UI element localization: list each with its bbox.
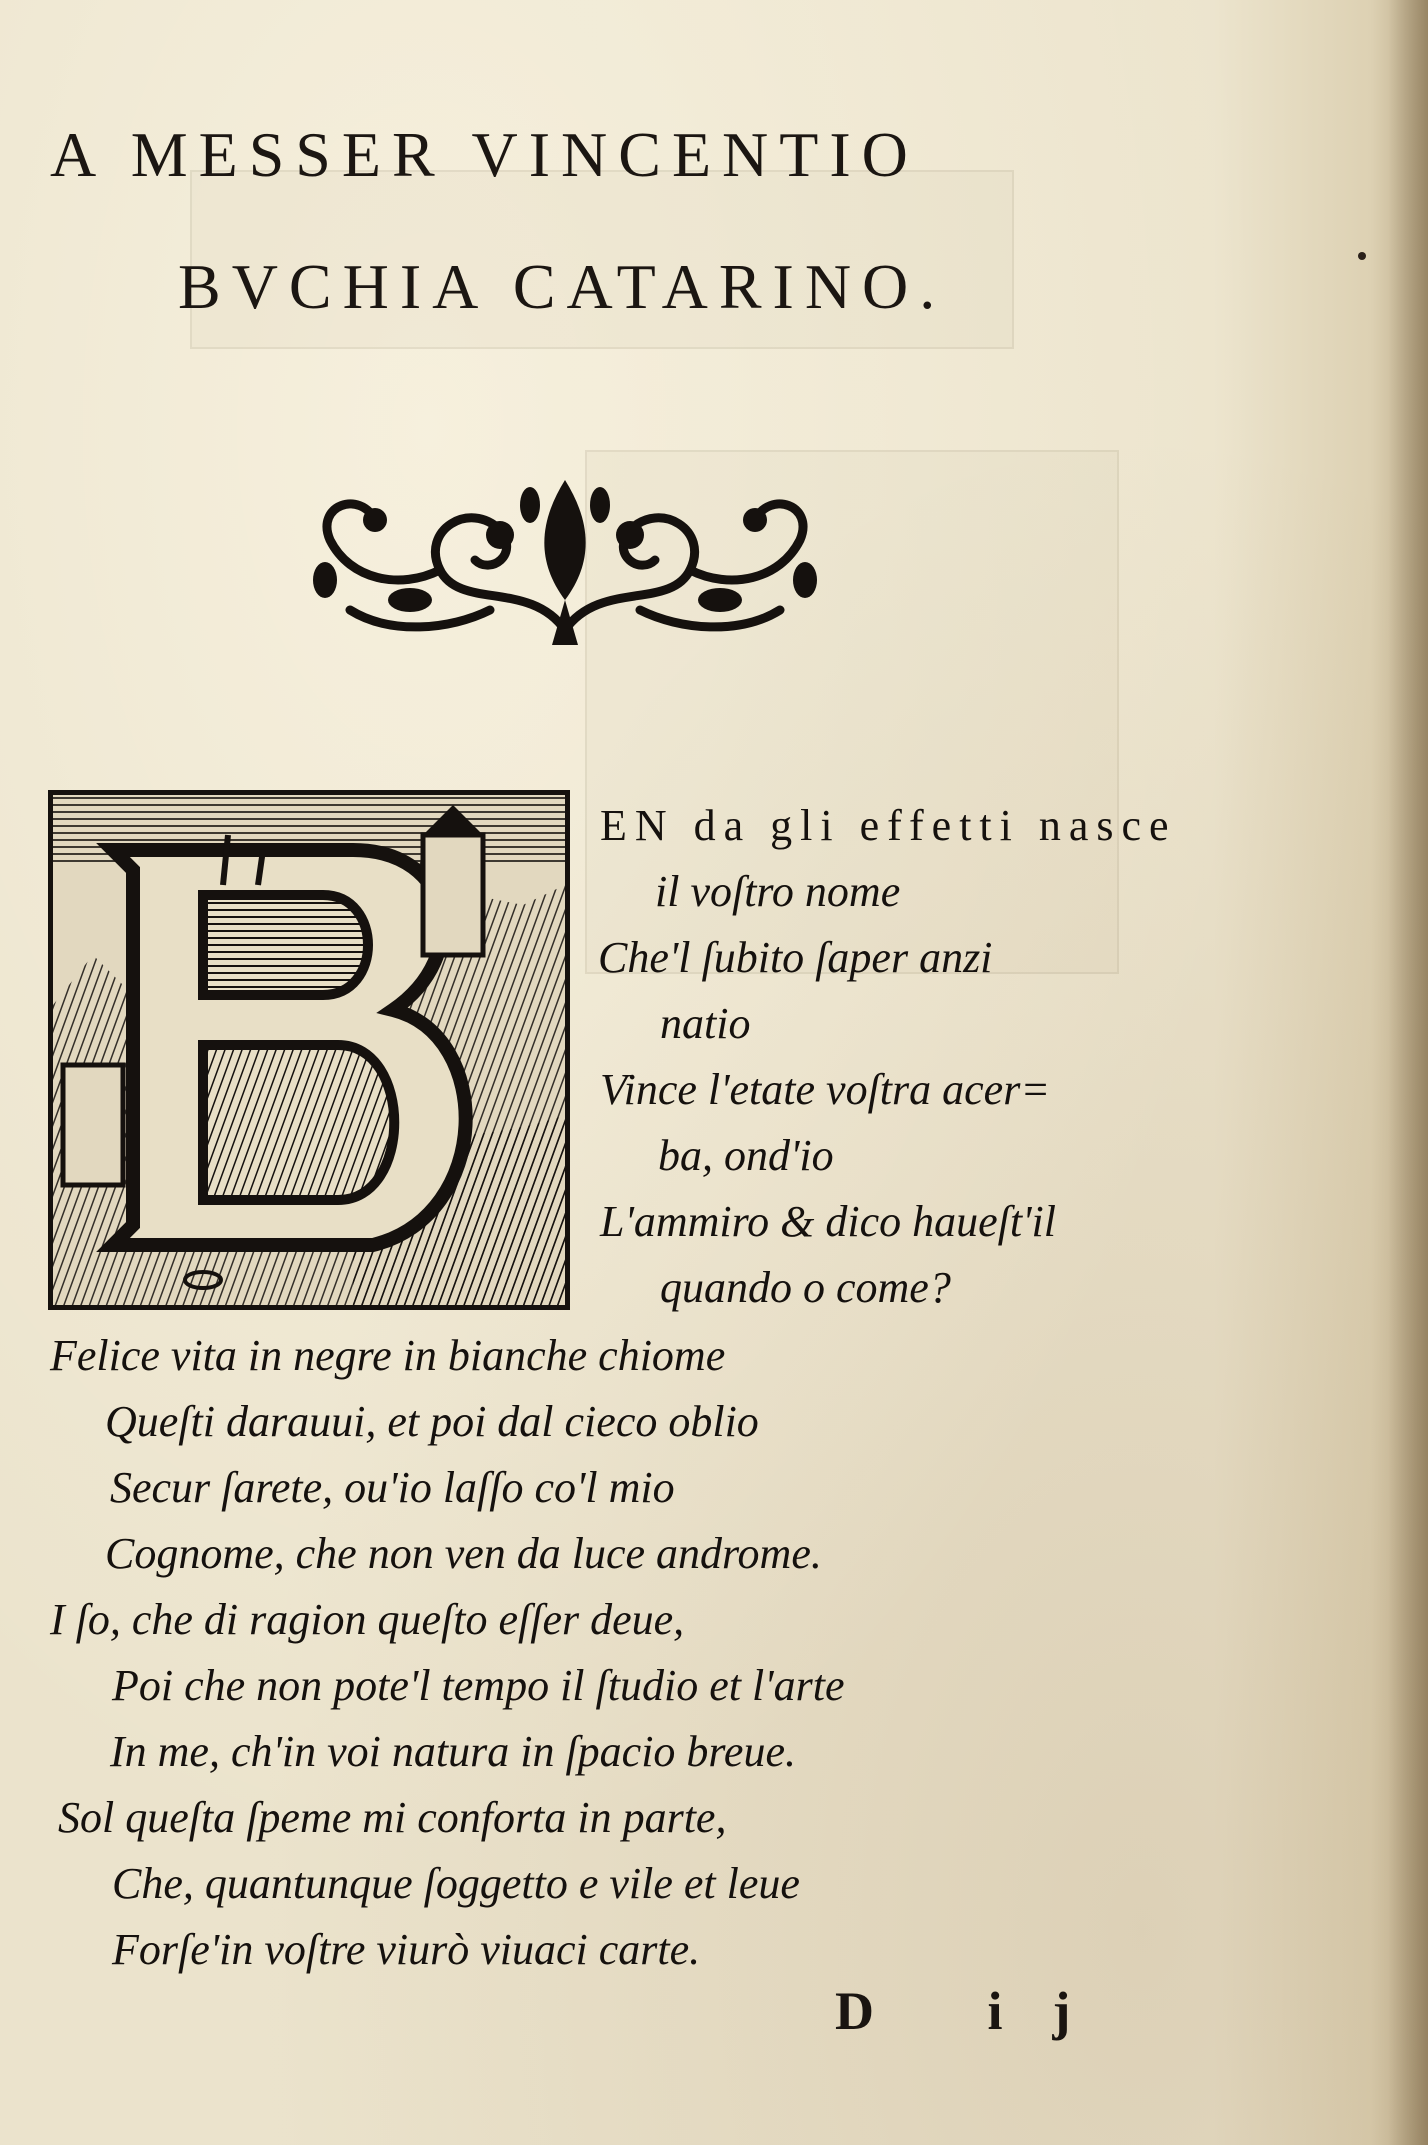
poem-line: Cognome, che non ven da luce androme. — [105, 1529, 822, 1578]
poem-line: Poi che non pote'l tempo il ſtudio et l'arte — [112, 1661, 845, 1710]
poem-line: Sol queſta ſpeme mi conforta in parte, — [58, 1793, 727, 1842]
poem-line: Queſti darauui, et poi dal cieco oblio — [105, 1397, 759, 1446]
poem-line: L'ammiro & dico haueſt'il — [600, 1197, 1056, 1246]
floral-ornament-icon — [290, 460, 840, 660]
poem-line: quando o come? — [660, 1263, 951, 1312]
page-gutter-shadow — [1388, 0, 1428, 2145]
dedication-heading-line-2: BVCHIA CATARINO. — [178, 251, 947, 322]
poem-line: In me, ch'in voi natura in ſpacio breue. — [110, 1727, 796, 1776]
poem-line: natio — [660, 999, 751, 1048]
poem-line: Che'l ſubito ſaper anzi — [598, 933, 993, 982]
poem-line: I ſo, che di ragion queſto eſſer deue, — [50, 1595, 685, 1644]
poem-line: EN da gli effetti nasce — [600, 801, 1177, 850]
dedication-heading-line-1: A MESSER VINCENTIO — [50, 119, 919, 190]
poem-line: Secur ſarete, ou'io laſſo co'l mio — [110, 1463, 675, 1512]
poem-line: il voſtro nome — [655, 867, 901, 916]
poem-line: Forſe'in voſtre viurò viuaci carte. — [112, 1925, 701, 1974]
poem-line: Che, quantunque ſoggetto e vile et leue — [112, 1859, 800, 1908]
poem-line: Vince l'etate voſtra acer= — [600, 1065, 1051, 1114]
poem-line: ba, ond'io — [658, 1131, 834, 1180]
signature-mark: D ij — [835, 1981, 1121, 2041]
poem-line: Felice vita in negre in bianche chiome — [50, 1331, 726, 1380]
ink-speck — [1358, 252, 1366, 260]
woodcut-initial-b-icon — [48, 790, 570, 1310]
